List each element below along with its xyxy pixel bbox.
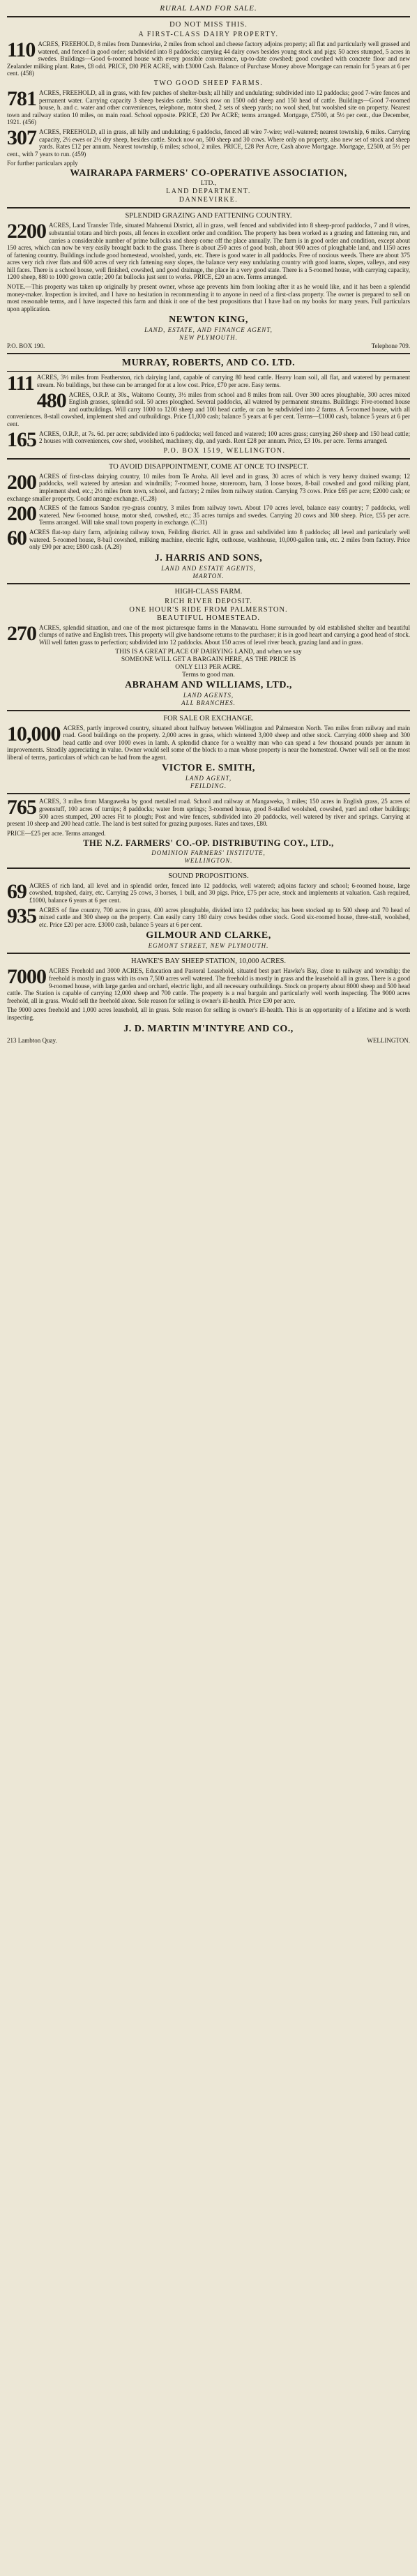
listing-note: NOTE.—This property was taken up originally by present owner, whose age prevents him from looking after it as he would like, and it has been a splendid money-maker. Inspection is invited, and I have no hesitation in recommending it to anyone in need of a first-class property. The owner is prepared to sell on most reasonable terms, and I have inspected this farm and think it one of the best propositions that I have had on my books for many years. Full particulars upon application. (7, 283, 410, 312)
listing (7, 526, 410, 551)
advertiser-location: ALL BRANCHES. (181, 699, 236, 706)
divider (7, 867, 410, 869)
listing-text: ACRES, splendid situation, and one of the most picturesque farms in the Manawatu. Home surrounded by old established shelter and beautiful clumps of native and English trees. This property will give handsome returns to the purchaser; it is in good heart and carrying a good head of stock. Will well fatten grass to perfection; subdivided into 12 paddocks. About 150 acres of level river beach, grazing land and in grass. (39, 623, 410, 646)
divider (7, 207, 410, 209)
listing-text: ACRES of first-class dairying country, 10 miles from Te Aroha. All level and in grass, 30 acres of which is very heavy drained swamp; 12 paddocks, well watered by artesian and windmills; 7-roomed house, storeroom, barn, 3 loose boxes, 8-bail cowshed and good milking plant, implement shed, etc.; 2½ miles from town, school, and factory; 2 miles from railway station. Carrying 73 cows. Price £65 per acre; £2000 cash; or exchange smaller property. Could arrange exchange. (7, 472, 410, 502)
listing-acreage: 110 (7, 38, 36, 61)
contact-row (7, 1037, 410, 1044)
ad-section-newton-king (7, 212, 410, 349)
listing-acreage: 69 (7, 879, 26, 903)
listing-text: ACRES, 3½ miles from Featherston, rich dairying land, capable of carrying 80 head cattle. Heavy loam soil, all flat, and watered by permanent stream. No buildings, but these can be arranged for at a low cost. Price, £70 per acre. Easy terms. (36, 374, 410, 389)
listing (7, 904, 410, 929)
listing (7, 967, 410, 1004)
advertiser-name: THE N.Z. FARMERS' CO.-OP. DISTRIBUTING COY., LTD., (83, 838, 334, 848)
listing-acreage: 480 (36, 388, 66, 412)
listing (7, 372, 410, 395)
listing-acreage: 200 (7, 470, 36, 494)
divider (7, 793, 410, 794)
advertiser-location: NEW PLYMOUTH. (179, 334, 238, 342)
promo-line: SOMEONE WILL GET A BARGAIN HERE, AS THE PRICE IS (121, 656, 296, 663)
ad-section-victor-smith (7, 715, 410, 790)
divider (7, 371, 410, 372)
divider (7, 583, 410, 584)
listing-text: ACRES of rich land, all level and in splendid order, fenced into 12 paddocks, well watered; adjoins factory and school; 6-roomed house, large cowshed, trapshed, dairy, etc. Carrying 25 cows, 3 horses, 1 bull, and 30 pigs. Price, £75 per acre, stock and implements at valuation. Cash required, £1000, balance 6 years at 6 per cent. (29, 881, 410, 904)
advertiser-name: J. HARRIS AND SONS, (154, 552, 263, 563)
listing-text: ACRES Freehold and 3000 ACRES, Education and Pastoral Leasehold, situated best part Hawke's Bay, close to railway and township; the freehold is mostly in grass with its own 7,500 acres well watered. The freehold is mostly in grass and the leasehold all in grass. There is a good 9-roomed house, with large garden and orchard, electric light, and all necessary outbuildings. Stock on property about 8000 sheep and 500 head cattle. The Station is capable of carrying 12,000 sheep and 700 cattle. The property is a real bargain and particularly well worth inspecting. The 9000 acres freehold, all in grass. Would sell the freehold alone. Sole reason for selling is owner's ill-health. Price £30 per acre. (7, 967, 410, 1004)
ad-section-wairarapa (7, 21, 410, 204)
listing-note: The 9000 acres freehold and 1,000 acres leasehold, all in grass. Sole reason for selling is owner's ill-health. This is an opportunity of a lifetime and is worth inspecting. (7, 1006, 410, 1021)
promo-line: Terms to good man. (182, 671, 235, 679)
advertiser-name: WAIRARAPA FARMERS' CO-OPERATIVE ASSOCIATION, (70, 168, 347, 179)
listing-text: ACRES flat-top dairy farm, adjoining railway town, Feilding district. All in grass and subdivided into 8 paddocks; all level and particularly well watered. 5-roomed house, 8-bail cowshed, milking machine, electric light, outhouse, washhouse, 10,000-gallon tank, etc. 2 miles from factory. Price only £90 per acre; £800 cash. (29, 528, 410, 551)
listing-text: ACRES, FREEHOLD, all in grass, all hilly and undulating; 6 paddocks, fenced all wire 7-wire; well-watered; nearest township, 6 miles. Carrying capacity, 2½ ewes or 2½ dry sheep, besides cattle. Stock now on, 500 sheep and 30 cows. Where only on property, also new set of stock and sheep yards. Rates £12 per annum. Nearest township, 6 miles; school, 2 miles. PRICE, £28 Per Acre, Cash above Mortgage. Mortgage, £2500, at 5½ per cent., with 7 years to run. (7, 128, 410, 158)
advertiser-name: NEWTON KING, (169, 315, 248, 326)
advertiser-description: LAND AND ESTATE AGENTS, (161, 564, 256, 572)
advertiser-description: DOMINION FARMERS' INSTITUTE, (151, 849, 266, 856)
divider (7, 953, 410, 954)
ad-section-martin-mintyre (7, 957, 410, 1043)
listing-text: ACRES, Land Transfer Title, situated Mahoenui District, all in grass, well fenced and subdivided into 8 sheep-proof paddocks, 7 and 8 wires, substantial totara and birch posts, all fences in excellent order and condition. The property has been worked as a grazing and fattening run, and carries a considerable number of prime bullocks and sheep come off the place annually. The farm is in good order and condition, except about 150 acres, which can now be very easily brought back to the grass. There is about 250 acres of good bush, about 900 acres of ploughable land, and 1150 acres of fattening country. Buildings include good homestead, woolshed, yards, etc. There is good water in all paddocks. Free of noxious weeds. There are about 375 acres very rich river flats and 600 acres of very rich fattening easy slopes, the balance very easy undulating country with good loams, slopes, valleys, and easy hill faces. There is a school house, well finished, cowshed, and good drainage, the place in a very good state. There is a 5-roomed house, with carrying capacity, 1200 sheep, 880 to 1000 grown cattle; 200 fat bullocks just sent to works. PRICE, £20 an acre. Terms arranged. (7, 222, 410, 281)
listing-text: ACRES, O.R.P. at 30s., Waitomo County, 3½ miles from school and 8 miles from rail. Over 300 acres ploughable, 300 acres mixed English grasses, splendid soil. 50 acres ploughed. Several paddocks, all watered by permanent streams. Buildings: Five-roomed house and outbuildings. Will carry 1000 to 1200 sheep and 100 head cattle, or can be subdivided into 2 farms. A 5-roomed house, with all conveniences. 8-stall cowshed, implement shed and outbuildings. Price £1,000 cash; balance 5 years at 6 per cent. Terms—£1000 cash, balance 5 years at 6 per cent. (7, 391, 410, 427)
divider (7, 353, 410, 354)
headline-line: RICH RIVER DEPOSIT. (165, 597, 252, 605)
listing (7, 128, 410, 158)
advertiser-description: LAND AGENTS, (183, 691, 234, 699)
listing (7, 504, 410, 526)
listing-acreage: 2200 (7, 220, 46, 243)
city: WELLINGTON. (367, 1036, 410, 1044)
ad-section-harris (7, 463, 410, 579)
ad-section-abraham-williams (7, 588, 410, 706)
listing-acreage: 765 (7, 796, 36, 819)
listing-reference: (C.28) (140, 494, 157, 502)
promo-line: THIS IS A GREAT PLACE OF DAIRYING LAND, and when we say (115, 648, 302, 656)
section-heading: HAWKE'S BAY SHEEP STATION, 10,000 ACRES. (131, 957, 286, 966)
divider (7, 16, 410, 17)
listing-reference: (456) (22, 119, 36, 126)
promo-line: ONLY £113 PER ACRE. (175, 663, 242, 671)
listing-text: ACRES of the famous Sandon rye-grass country, 3 miles from railway town. About 170 acres level, balance easy country; 7 paddocks, well watered. New 6-roomed house, motor shed, cowshed, etc.; 35 acres turnips and swedes. Carrying 20 cows and 300 sheep. Price, £55 per acre. Terms arranged. Will take small town property in exchange. (39, 504, 410, 526)
ad-section-murray-roberts (7, 358, 410, 454)
advertiser-location: FEILDING. (190, 782, 227, 790)
apply-note: For further particulars apply (7, 160, 78, 167)
listing-acreage: 165 (7, 427, 36, 451)
advertiser-name: MURRAY, ROBERTS, AND CO. LTD. (121, 358, 296, 369)
listing-reference: (C.31) (191, 519, 208, 526)
listing-acreage: 935 (7, 904, 36, 927)
section-heading: HIGH-CLASS FARM. (174, 587, 243, 596)
listing (7, 388, 410, 428)
listing-text: ACRES of fine country, 700 acres in grass, 400 acres ploughable, divided into 12 paddocks; has been stocked up to 500 sheep and 70 head of mixed cattle and 300 sheep on the property. Can easily carry 180 dairy cows besides other stock. Good six-roomed house, three-stall, woolshed, etc. Price £20 per acre. £3000 cash, balance 5 years at 6 per cent. (39, 906, 410, 928)
listing-text: ACRES, FREEHOLD, 8 miles from Dannevirke, 2 miles from school and cheese factory adjoins property; all flat and particularly well grassed and watered, and fenced in good order; subdivided into 8 paddocks; carrying 44 dairy cows besides young stock and pigs; 50 acres stumped, 5 acres in swedes. Buildings—Good 6-roomed house with every possible convenience, up-to-date cowshed; good cowshed with concrete floor and new Zealander milking plant. Rates, £8 odd. PRICE, £80 PER ACRE, with £3000 Cash. Balance of Purchase Money above Mortgage can remain for 5 years at 6 per cent. (7, 40, 410, 77)
listing-acreage: 781 (7, 86, 36, 110)
listing-acreage: 307 (7, 126, 36, 149)
section-heading: TO AVOID DISAPPOINTMENT, COME AT ONCE TO INSPECT. (109, 462, 308, 471)
section-subheading: A FIRST-CLASS DAIRY PROPERTY. (138, 31, 279, 38)
listing (7, 470, 410, 502)
po-box: P.O. BOX 1519, WELLINGTON. (163, 446, 286, 455)
advertiser-location: MARTON. (192, 572, 225, 579)
section-heading: SOUND PROPOSITIONS. (168, 872, 249, 880)
po-box: P.O. BOX 190. (7, 342, 45, 350)
telephone: Telephone 709. (371, 342, 410, 350)
divider (7, 458, 410, 460)
section-heading: FOR SALE OR EXCHANGE. (163, 714, 254, 722)
page-title: RURAL LAND FOR SALE. (160, 4, 257, 13)
listing-acreage: 111 (7, 372, 34, 395)
advertiser-suffix: LTD., (200, 180, 217, 188)
listing-acreage: 10,000 (7, 722, 61, 745)
listing-reference: (A.28) (105, 543, 121, 551)
headline-line: BEAUTIFUL HOMESTEAD. (157, 614, 260, 622)
listing-reference: (458) (20, 70, 34, 77)
listing-acreage: 7000 (7, 965, 46, 989)
advertiser-name: GILMOUR AND CLARKE, (146, 930, 271, 941)
listing-acreage: 200 (7, 502, 36, 526)
listing-acreage: 60 (7, 526, 26, 550)
ad-section-gilmour-clarke (7, 872, 410, 950)
listing (7, 879, 410, 904)
advertiser-description: LAND AGENT, (185, 775, 232, 782)
price-line: PRICE—£25 per acre. Terms arranged. (7, 829, 106, 837)
listing (7, 722, 410, 762)
listing (7, 40, 410, 77)
listing-text: ACRES, partly improved country, situated about halfway between Wellington and Palmerston North. Ten miles from railway and main road. Good buildings on the property. 2,000 acres in grass, which wintered 3,000 sheep and other stock. Carrying 4000 sheep and 300 head cattle and over 1000 ewes in lamb. A splendid chance for a wealthy man who can spend a few thousand pounds per annum in improvements. Steadily appreciating in value. Owner would sell some of the block to a man whose property is near the homestead. Owner will sell on the most liberal of terms, particulars of which can be had from the agent. (7, 724, 410, 761)
listing (7, 621, 410, 646)
ad-section-nz-farmers (7, 798, 410, 863)
section-heading: SPLENDID GRAZING AND FATTENING COUNTRY. (125, 212, 292, 220)
advertiser-name: ABRAHAM AND WILLIAMS, LTD., (125, 679, 292, 690)
section-subheading: TWO GOOD SHEEP FARMS. (153, 79, 264, 87)
listing-reference: (459) (72, 150, 86, 158)
advertiser-location: EGMONT STREET, NEW PLYMOUTH. (148, 942, 269, 950)
section-heading: DO NOT MISS THIS. (169, 21, 248, 29)
listing (7, 222, 410, 281)
advertiser-location: DANNEVIRKE. (179, 196, 238, 204)
advertiser-name: VICTOR E. SMITH, (162, 763, 255, 774)
divider (7, 710, 410, 711)
advertiser-description: LAND, ESTATE, AND FINANCE AGENT, (144, 326, 273, 334)
listing-text: ACRES, O.R.P., at 7s. 6d. per acre; subdivided into 6 paddocks; well fenced and watered; 100 acres grass; carrying 260 sheep and 150 head cattle; 2 houses with conveniences, cow shed, woolshed, machinery, dip, and yards. Rent £28 per annum. Price, £3 10s. per acre. Terms arranged. (39, 430, 410, 445)
street-address: 213 Lambton Quay. (7, 1036, 57, 1044)
headline-line: ONE HOUR'S RIDE FROM PALMERSTON. (129, 605, 288, 614)
listing-text: ACRES, FREEHOLD, all in grass, with few patches of shelter-bush; all hilly and undulating; subdivided into 12 paddocks; good 7-wire fences and permanent water. Carrying capacity 3 sheep besides cattle. Stock now on 1500 odd sheep and 150 head of cattle. Buildings—Good 7-roomed house, h. and c. water and other conveniences, telephone, motor shed, 2 sets of sheep yards; no wool shed, but woolshed site on property. Nearest town and railway station 10 miles, on main road. School opposite. PRICE, £20 Per ACRE; terms arranged. Mortgage, £7500, at 5½ per cent., due December, 1921. (7, 89, 410, 126)
listing-acreage: 270 (7, 621, 36, 645)
listing (7, 798, 410, 827)
listing-text: ACRES, 3 miles from Mangaweka by good metalled road. School and railway at Mangaweka, 3 miles; 150 acres in English grass, 25 acres of greenstuff, 100 acres of turnips; 8 paddocks; water from springs; 3-roomed house, good 8-stalled woolshed, cowshed, yard and other buildings; 500 acres stumped, 200 acres Fit to plough; Post and wire fences, subdivided into 20 paddocks, well watered by river and springs. Carrying at present 10 sheep and 200 head cattle. The land is best suited for grazing purposes. Rates and taxes, £80. (7, 798, 410, 828)
advertiser-department: LAND DEPARTMENT. (166, 188, 251, 196)
newspaper-page (7, 0, 410, 1044)
advertiser-name: J. D. MARTIN M'INTYRE AND CO., (123, 1023, 294, 1034)
listing (7, 86, 410, 126)
advertiser-location: WELLINGTON. (184, 856, 233, 864)
contact-row (7, 342, 410, 349)
